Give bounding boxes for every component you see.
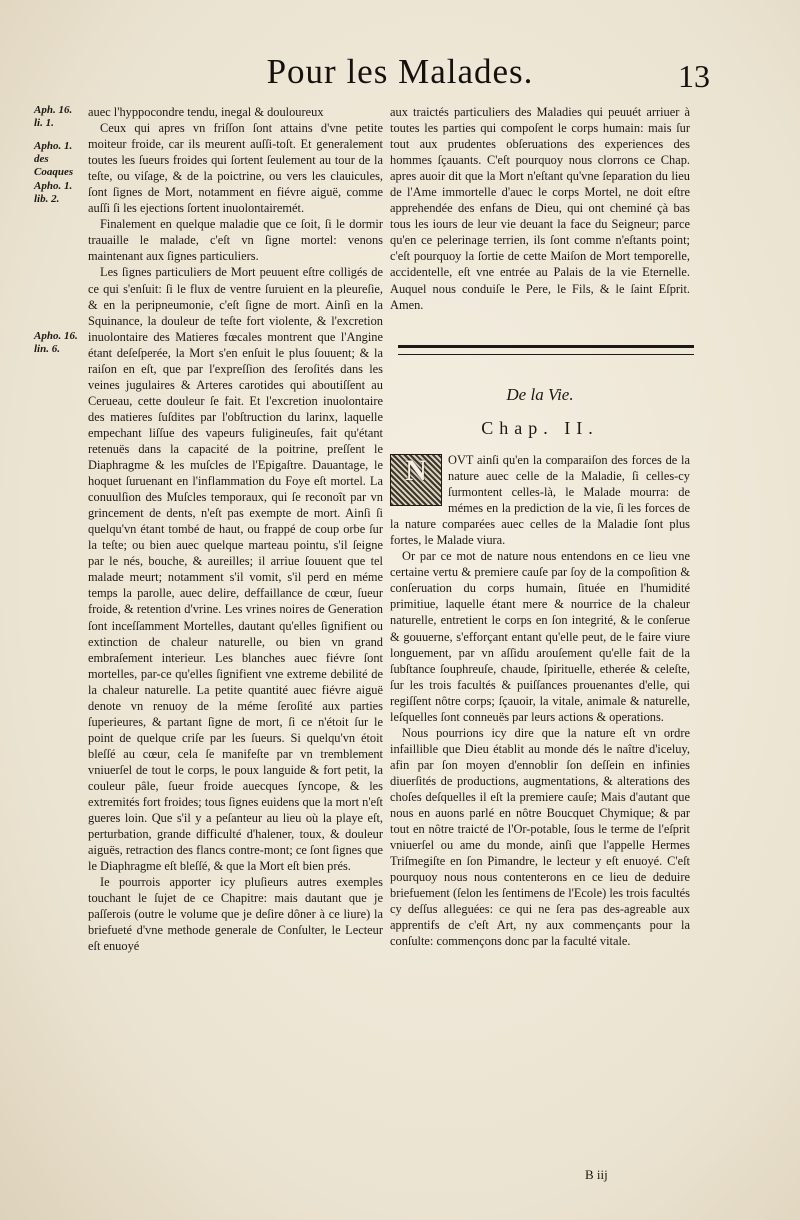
page-number: 13 (678, 58, 710, 94)
left-column (88, 104, 383, 954)
ornamental-rule (398, 345, 694, 355)
margin-note: Aph. 16. li. 1. (34, 104, 73, 129)
margin-note: Apho. 16. lin. 6. (34, 330, 78, 355)
paragraph: Finalement en quelque maladie que ce ſoit, ſi le dormir trauaille le malade, c'eſt vn ſigne mortel: venons maintenant aux ſignes particuliers. (88, 217, 383, 264)
margin-note: Apho. 1. lib. 2. (34, 180, 73, 205)
chapter-heading: Chap. II. (481, 418, 599, 438)
paragraph: Les ſignes particuliers de Mort peuuent eſtre colligés de ce qui s'enſuit: ſi le flux de ventre ſuruient en la pleureſie, & en la peripneumonie, c'eſt ſigne de mort. Ainſi en la Squinance, la douleur de teſte fort violente, & l'excretion inuolontaire des Matieres fœcales montrent que l'Angine étant deſeſperée, la Mort s'en enſuit le plus ſouuent; & la raiſon en eſt, que par l'expreſſion des ſeroſités dans les veines jugulaires & Arteres carotides qui aboutiſſent au Cerueau, cette douleur ſe fait. Et l'excretion inuolontaire des matieres ſuſdites par l'obſtruction du larinx, laquelle empechant liſſue des vapeurs fuligineuſes, fait qu'étant retenuës dans la capacité de la poitrine, preſſent le Diaphragme & les muſcles de l'Epigaſtre. Dauantage, le hoquet ſuruenant en l'inflammation du Foye eſt mortel. La conuulſion des Muſcles temporaux, qui ſe reconoît par vn grincement de dents, n'eſt pas exempte de mort. Ainſi ſi quelqu'vn étant tombé de haut, ou frappé de coup orbe ſur la teſte; ou bien auec quelque marteau pointu, s'il ſeigne par le nés, bouche, & aureilles; il arriue ſouuent que tel malade meurt; notamment s'il vomit, s'il perd en méme temps la parolle, auec delire, deffaillance de cœur, ſueur froide, & retention d'vrine. Les vrines noires de Generation ſont inceſſamment Mortelles, dautant qu'elles ſignifient ou extinction de chaleur naturelle, ou bien vn grand embraſement interieur. Les blanches auec fiévre ſont mortelles, par-ce qu'elles ſignifient vne extreme debilité de la chaleur naturelle. La petite quantité auec fiévre aiguë denote vn renuoy de la méme ſeroſité aux parties ſuperieures, & partant ſigne de mort, ſi ce n'étoit ſur le point de quelque criſe par les ſueurs. Si quelqu'vn étoit bleſſé au cœur, cela ſe manifeſte par vn tremblement vniuerſel de tout le corps, le poux languide & fort petit, la couleur pâle, ſueur froide auecques ſyncope, & les extremités fort froides; tous ſignes euidens que la mort n'eſt gueres loin. Que s'il y a peſanteur au lieu où la playe eſt, perturbation, grande difficulté d'halener, toux, & douleur aiguës, retraction des flancs contre-mont; ce ſont ſignes que le Diaphragme eſt bleſſé, & que la Mort eſt bien prés. (88, 265, 383, 874)
section-title: De la Vie. (506, 385, 574, 404)
initial-letter: N (405, 454, 427, 487)
paragraph: Or par ce mot de nature nous entendons en ce lieu vne certaine vertu & premiere cauſe par ſoy de la compoſition & conſeruation du corps humain, ſituée en l'humidité primitiue, laquelle étant mere & nourrice de la chaleur naturelle, entretient le corps en ſon integrité, & le conſerue & gouuerne, s'efforçant entant qu'elle peut, de le faire viure longuement, par vn aſſidu arouſement qu'elle fait de la ſubſtance ſouphreuſe, chaude, ſpirituelle, etherée & celeſte, ſur les trois facultés & puiſſances prouenantes d'elle, qui regiſſent nôtre corps; ſçauoir, la vitale, animale & naturelle, leſquelles ſont conneuës par leurs actions & operations. (390, 549, 690, 724)
decorated-initial (390, 454, 442, 506)
paragraph: Nous pourrions icy dire que la nature eſt vn ordre infaillible que Dieu établit au monde dés le naître d'iceluy, afin par ſon moyen d'ennoblir ſon deſſein en infinies diuerſités de productions, augmentations, & alterations des choſes deſquelles il eſt la premiere cauſe; Mais d'autant que nous en auons parlé en nôtre Boucquet Chymique; & par tout en nôtre traicté de l'Or-potable, ſous le terme de l'eſprit vniuerſel ou ame du monde, ainſi que l'appelle Hermes Triſmegiſte en ſon Pimandre, le lecteur y eſt enuoyé. C'eſt pourquoy nous nous contenterons en ce lieu de deduire briefuement (ſelon les ſentimens de l'Ecole) les trois facultés cy deſſus alleguées: ce qui ne ſera pas des-agreable aux apprentifs de c'eſt Art, ny aux commençants pour la conſulte: commençons donc par la faculté vitale. (390, 725, 690, 949)
margin-note: Apho. 1. des Coaques (34, 140, 74, 178)
paragraph: Ie pourrois apporter icy pluſieurs autres exemples touchant le ſujet de ce Chapitre: mais dautant que je paſſerois (outre le volume que je deſire dôner à ce liure) la briefueté d'vne methode generale de Conſulter, le Lecteur eſt enuoyé (88, 875, 383, 954)
right-column-top (390, 104, 690, 313)
paragraph: OVT ainſi qu'en la comparaiſon des forces de la nature auec celle de la Maladie, ſi celles-cy ſurmontent celles-là, le Malade mourra: de mémes en la prediction de la vie, ſi les forces de la nature comparées auec celles de la Maladie ſont plus fortes, le Malade viura. (390, 453, 690, 548)
page-header (0, 52, 800, 102)
paragraph: Ceux qui apres vn friſſon ſont attains d'vne petite moiteur froide, car ils meurent auſſi-toſt. Et generalement toutes les ſueurs froides qui ſortent ſeulement au tour de la teſte, ou viſage, & de la poictrine, ou vers les clauicules, ſont ſignes de Mort, notamment en fiévre aiguë, comme auſſi ſi les ejections ſortent inuolontairemét. (88, 121, 383, 216)
paragraph: auec l'hyppocondre tendu, inegal & douloureux (88, 105, 324, 119)
right-column-body (390, 452, 690, 949)
running-title: Pour les Malades. (266, 52, 534, 91)
signature-mark: B iij (585, 1167, 608, 1182)
paragraph: aux traictés particuliers des Maladies qui peuuét arriuer à toutes les parties qui compoſent le corps humain: mais ſur tout aux prudentes obſeruations des experiences des hommes ſçauants. C'eſt pourquoy nous clorrons ce Chap. apres auoir dit que la Mort n'eſtant qu'vne ſeparation du lieu de l'Ame immortelle d'auec le corps Mortel, ne doit eſtre apprehendée des enfans de Dieu, qui ont cheminé çà bas tous les iours de leur vie deuant la face du Seigneur; parce qu'en ce pelerinage terrien, ils ſont comme n'eſtants point; c'eſt pourquoy la ſortie de cette Maiſon de Mort temporelle, accidentelle, eſt vne entrée au Palais de la vie Eternelle. Auquel nous conduiſe le Pere, le Fils, & le ſaint Eſprit. Amen. (390, 105, 690, 312)
